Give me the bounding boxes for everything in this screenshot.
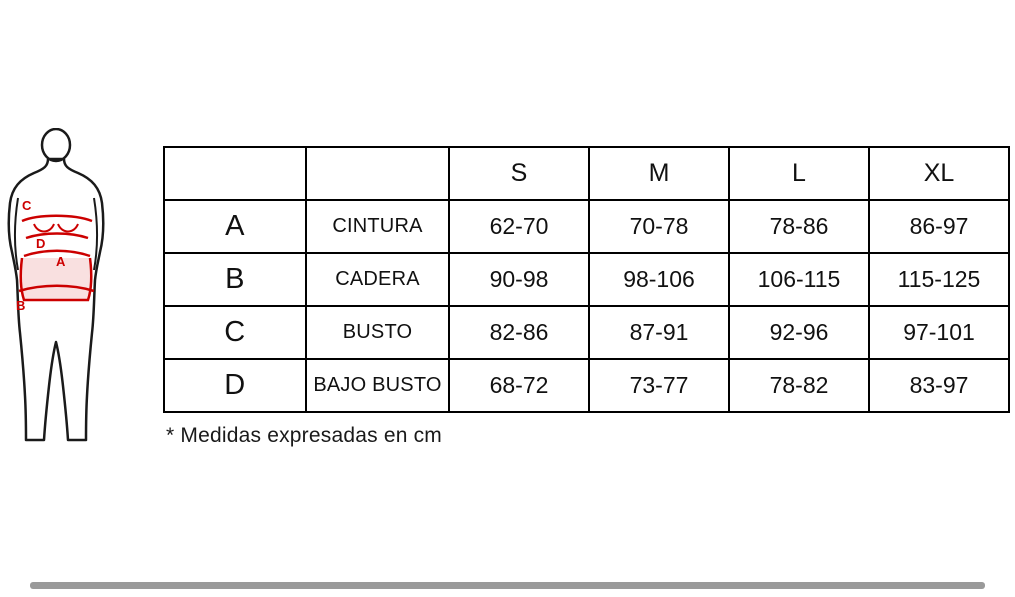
row-letter-c: C [164,306,306,359]
cell-cintura-l: 78-86 [729,200,869,253]
cell-cintura-m: 70-78 [589,200,729,253]
table-row [164,253,1009,306]
table-header-row [164,147,1009,200]
cell-busto-m: 87-91 [589,306,729,359]
cell-bajo-busto-s: 68-72 [449,359,589,412]
row-letter-b: B [164,253,306,306]
cell-busto-xl: 97-101 [869,306,1009,359]
measurement-units-note: * Medidas expresadas en cm [166,424,443,447]
cell-cintura-s: 62-70 [449,200,589,253]
cell-cadera-xl: 115-125 [869,253,1009,306]
body-figure-illustration [0,128,150,458]
cell-cadera-m: 98-106 [589,253,729,306]
header-cell-letter [164,147,306,200]
header-cell-size-s: S [449,147,589,200]
table-row [164,306,1009,359]
table-row [164,200,1009,253]
figure-label-d: D [36,236,46,251]
header-cell-size-l: L [729,147,869,200]
row-name-cadera: CADERA [306,253,449,306]
row-name-bajo-busto: BAJO BUSTO [306,359,449,412]
figure-label-a: A [56,254,66,269]
figure-label-b: B [16,298,26,313]
cell-bajo-busto-xl: 83-97 [869,359,1009,412]
cell-busto-s: 82-86 [449,306,589,359]
cell-cintura-xl: 86-97 [869,200,1009,253]
header-cell-measure [306,147,449,200]
row-name-cintura: CINTURA [306,200,449,253]
table-row [164,359,1009,412]
bottom-scrollbar[interactable] [30,582,985,589]
size-table-container [163,146,1008,413]
header-cell-size-xl: XL [869,147,1009,200]
row-name-busto: BUSTO [306,306,449,359]
figure-label-c: C [22,198,32,213]
size-table [163,146,1010,413]
cell-cadera-l: 106-115 [729,253,869,306]
cell-busto-l: 92-96 [729,306,869,359]
cell-bajo-busto-m: 73-77 [589,359,729,412]
row-letter-d: D [164,359,306,412]
row-letter-a: A [164,200,306,253]
header-cell-size-m: M [589,147,729,200]
cell-bajo-busto-l: 78-82 [729,359,869,412]
cell-cadera-s: 90-98 [449,253,589,306]
